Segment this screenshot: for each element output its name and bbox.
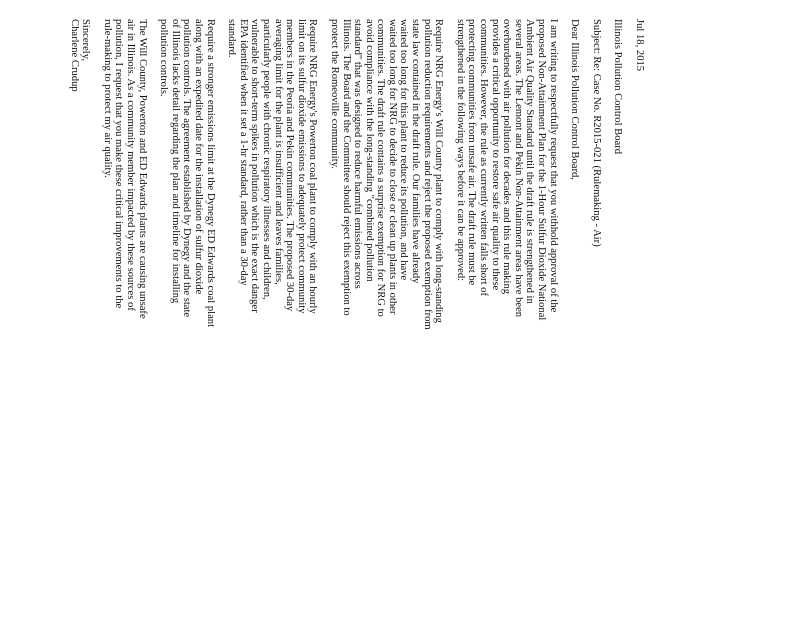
paragraph-line: I am writing to respectfully request that you withhold approval of the (547, 19, 559, 313)
paragraph-line: overburdened with air pollution for decades and this rule making (501, 19, 513, 295)
paragraph-line: Require a stronger emissions limit at the Dynegy ED Edwards coal plant (204, 19, 216, 328)
paragraph-line: rule-making to protect my air quality. (101, 19, 113, 178)
letter-signature: Charlene Crudup (68, 19, 80, 92)
paragraph-line: particularly people with chronic respiratory illnesses and children, (260, 19, 272, 300)
paragraph-line: standard. (226, 19, 238, 58)
paragraph-line: waited too long for NRG to decide to close or clean up plants in other (386, 19, 398, 315)
paragraph-line: strengthened in the following ways before it can be approved: (454, 19, 466, 282)
paragraph-line: Require NRG Energy's Will County plant to comply with long-standing (433, 19, 445, 323)
paragraph-line: pollution controls. The agreement established by Dynegy and the state (181, 19, 193, 318)
paragraph-line: several areas. The Lemont and Pekin Non-Attainment areas have been (512, 19, 524, 318)
letter-date: Jul 18, 2015 (634, 19, 645, 72)
letter-salutation: Dear Illinois Pollution Control Board, (569, 19, 581, 180)
letter-body (68, 19, 645, 609)
paragraph-line: along with an expedited date for the installation of sulfur dioxide (193, 19, 204, 295)
paragraph-line: pollution, I request that you make these critical improvements to the (113, 19, 125, 309)
paragraph-line: provides a critical opportunity to restore safe air quality to these (489, 19, 501, 291)
paragraph-line: state law contained in the draft rule. Our families have already (410, 19, 422, 284)
paragraph-line: protecting communities from unsafe air. The draft rule must be (466, 19, 478, 286)
paragraph-line: standard" that was designed to reduce harmful emissions across (352, 19, 364, 289)
paragraph-line: Require NRG Energy's Powerton coal plant to comply with an hourly (307, 19, 319, 314)
paragraph-line: The Will County, Powerton and ED Edwards plants are causing unsafe (136, 19, 148, 319)
paragraph-line: pollution controls. (158, 19, 170, 97)
paragraph-line: vulnerable to short-term spikes in pollution which is the exact danger (249, 19, 261, 313)
paragraph-line: protect the Romeoville community. (328, 19, 340, 169)
paragraph-line: of Illinois lacks detail regarding the plan and timeline for installing (169, 19, 181, 304)
letter-recipient: Illinois Pollution Control Board (612, 19, 624, 155)
paragraph-line: proposed Non-Attainment Plan for the 1-Hour Sulfur Dioxide National (536, 19, 548, 321)
paragraph-line: limit on its sulfur dioxide emissions to adequately protect community (295, 19, 307, 314)
letter-paragraph (328, 19, 444, 609)
letter-subject: Subject: Re: Case No. R2015-021 (Rulemaking - Air) (590, 19, 602, 247)
paragraph-line: avoid compliance with the long-standing "combined pollution (363, 19, 375, 282)
paragraph-line: communities. However, the rule as currently written falls short of (478, 19, 490, 296)
paragraph-line: EPA identified when it set a 1-hr standard, rather than a 30-day (237, 19, 249, 286)
letter-paragraph (454, 19, 558, 609)
letter-paragraph (226, 19, 319, 609)
paragraph-line: Illinois. The Board and the Committee should reject this exemption to (340, 19, 352, 316)
paragraph-line: members in the Peoria and Pekin communities. The proposed 30-day (284, 19, 296, 312)
paragraph-line: Ambient Air Quality Standard until the draft rule is strengthened in (524, 19, 536, 304)
paragraph-line: averaging limit for the plant is insufficient and leaves families, (272, 19, 284, 285)
paragraph-line: waited too long for this plant to reduce its pollution, and have (398, 19, 410, 281)
paragraph-line: air in Illinois. As a community member impacted by these sources of (125, 19, 137, 311)
letter-paragraph (158, 19, 216, 609)
letter-paragraph (101, 19, 147, 609)
paragraph-line: pollution reduction requirements and reject the proposed exemption from (421, 19, 433, 330)
paragraph-line: communities. The draft rule contains a surprise exemption for NRG to (375, 19, 387, 317)
letter-closing: Sincerely, (80, 19, 92, 61)
letter-paragraphs (101, 19, 558, 609)
